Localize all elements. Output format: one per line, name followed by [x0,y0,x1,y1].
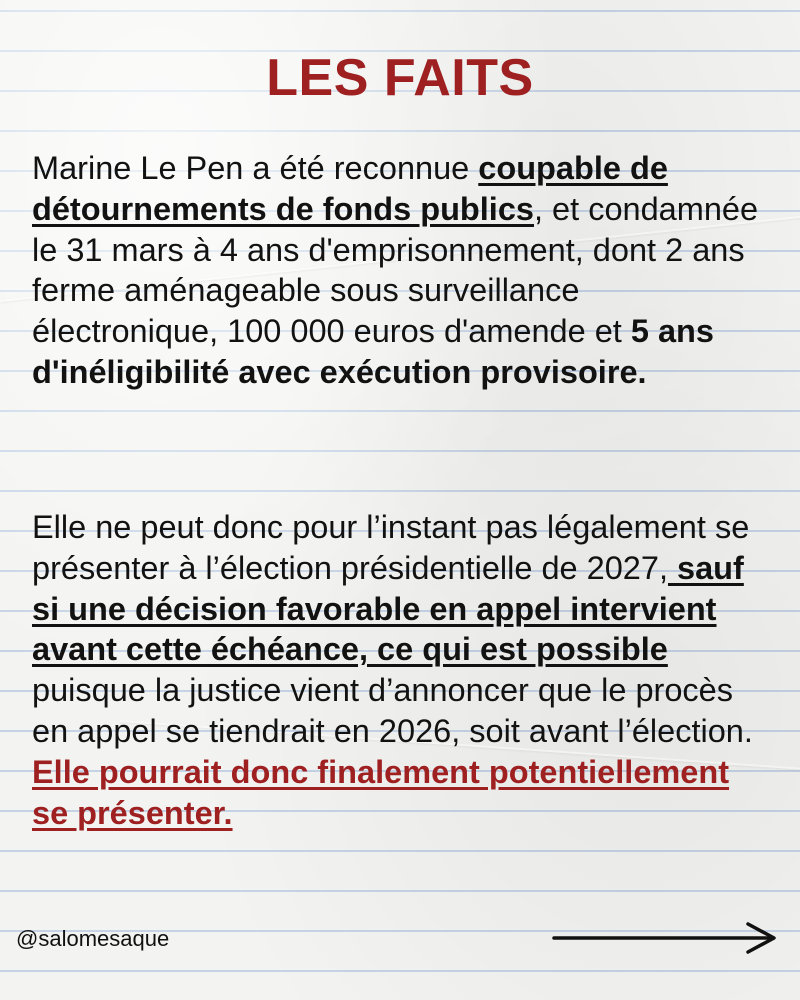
facts-paragraph-1 [32,148,772,393]
text-span: puisque la justice vient d’annoncer que le procès en appel se tiendrait en 2026, soit avant l’élection. [32,672,753,749]
text-span: , et condamnée le 31 mars à 4 ans d'emprisonnement, dont 2 ans ferme aménageable sous surveillance électronique, 100 000 euros d'amende et [32,190,759,350]
facts-paragraph-2 [32,507,772,833]
text-span: Marine Le Pen a été reconnue [32,150,479,186]
emphasis-appeal: sauf si une décision favorable en appel intervient avant cette échéance, ce qui est possible [32,549,744,668]
text-span: Elle ne peut donc pour l’instant pas légalement se présenter à l’élection présidentielle de 2027, [32,509,750,586]
emphasis-conclusion: Elle pourrait donc finalement potentiellement se présenter. [32,753,730,831]
arrow-right-icon[interactable] [552,920,778,956]
author-handle: @salomesaque [16,926,170,951]
page-title: LES FAITS [266,49,534,107]
emphasis-guilty: coupable de détournements de fonds publics [32,150,668,227]
emphasis-ineligibility: 5 ans d'inéligibilité avec exécution provisoire. [32,313,714,390]
